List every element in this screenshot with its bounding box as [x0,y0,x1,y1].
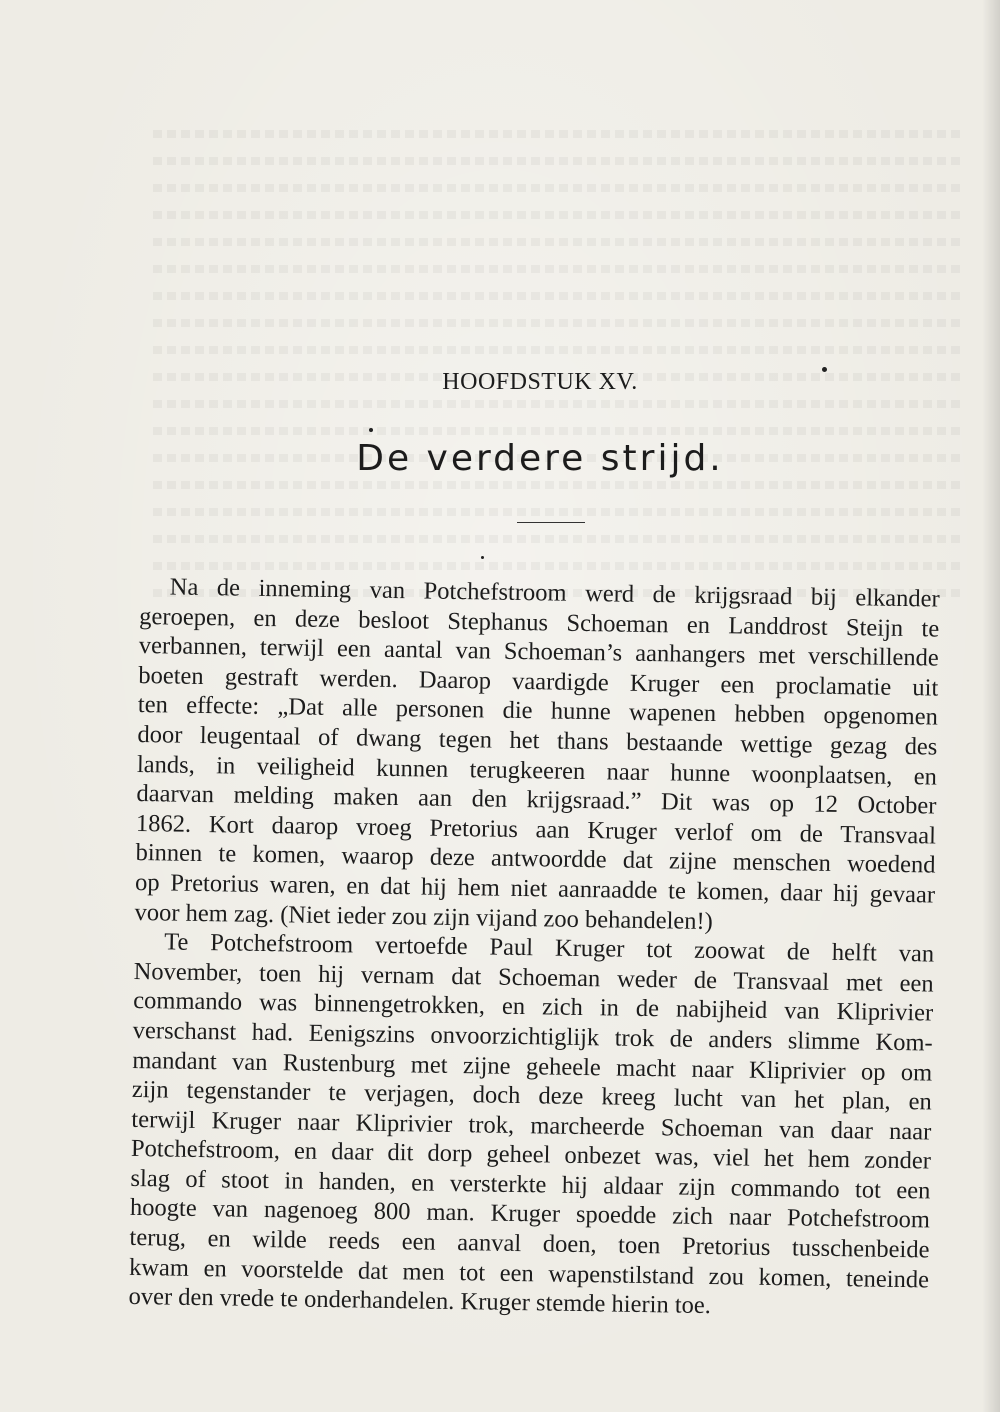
title-divider [517,522,585,523]
text-line: 1862. Kort daarop vroeg Pretorius aan Kruger verlof om de Transvaal [135,809,937,850]
chapter-heading: HOOFDSTUK XV. [442,369,638,395]
ink-speck [369,428,373,432]
text-line: slag of stoot in handen, en versterkte hij aldaar zijn commando tot een [130,1164,931,1205]
text-line: Te Potchefstroom vertoefde Paul Kruger tot zoowat de helft van [163,928,935,968]
body-text [128,572,940,1324]
text-line: geroepen, en deze besloot Stephanus Schoeman en Landdrost Steijn te [139,602,940,643]
paragraph [134,572,939,940]
text-line: commando was binnengetrokken, en zich in de nabijheid van Kliprivier [133,987,934,1027]
text-line: boeten gestraft werden. Daarop vaardigde Kruger een proclamatie uit [138,661,939,702]
text-line: voor hem zag. (Niet ieder zou zijn vijand zoo behandelen!) [134,898,714,935]
text-line: kwam en voorstelde dat men tot een wapenstilstand zou komen, teneinde [128,1253,930,1294]
text-line: Na de inneming van Potchefstroom werd de krijgsraad bij elkander [169,573,940,613]
text-line: zijn tegenstander te verjagen, doch deze kreeg lucht van het plan, en [131,1076,932,1116]
text-line: lands, in veiligheid kunnen terugkeeren naar hunne woonplaatsen, en [136,750,938,791]
ink-speck [481,556,484,559]
text-line: mandant van Rustenburg met zijne geheele macht naar Kliprivier op om [132,1046,933,1087]
text-line: ten effecte: „Dat alle personen die hunne wapenen hebben opgenomen [137,691,939,731]
text-line: November, toen hij vernam dat Schoeman weder de Transvaal met een [133,957,934,998]
chapter-title: De verdere strijd. [356,438,724,479]
page-edge-shadow [982,0,1000,1412]
text-line: terug, en wilde reeds een aanval doen, toen Pretorius tusschenbeide [129,1223,930,1264]
text-line: verbannen, terwijl een aantal van Schoeman’s aanhangers met verschillende [138,632,939,672]
text-line: over den vrede te onderhandelen. Kruger stemde hierin toe. [128,1283,712,1320]
text-line: daarvan melding maken aan den krijgsraad.” Dit was op 12 October [136,780,937,820]
text-line: verschanst had. Eenigszins onvoorzichtiglijk trok de anders slimme Kom- [132,1016,933,1057]
text-line: hoogte van nagenoeg 800 man. Kruger spoedde zich naar Potchefstroom [129,1194,931,1234]
text-line: terwijl Kruger naar Kliprivier trok, marcheerde Schoeman van daar naar [131,1105,932,1146]
text-line: door leugentaal of dwang tegen het thans bestaande wettige gezag des [137,720,938,761]
text-line: op Pretorius waren, en dat hij hem niet aanraadde te komen, daar hij gevaar [134,868,936,909]
text-line: binnen te komen, waarop deze antwoordde dat zijne menschen woedend [135,839,936,879]
paragraph [128,927,934,1324]
text-line: Potchefstroom, en daar dit dorp geheel onbezet was, viel het hem zonder [130,1135,932,1175]
